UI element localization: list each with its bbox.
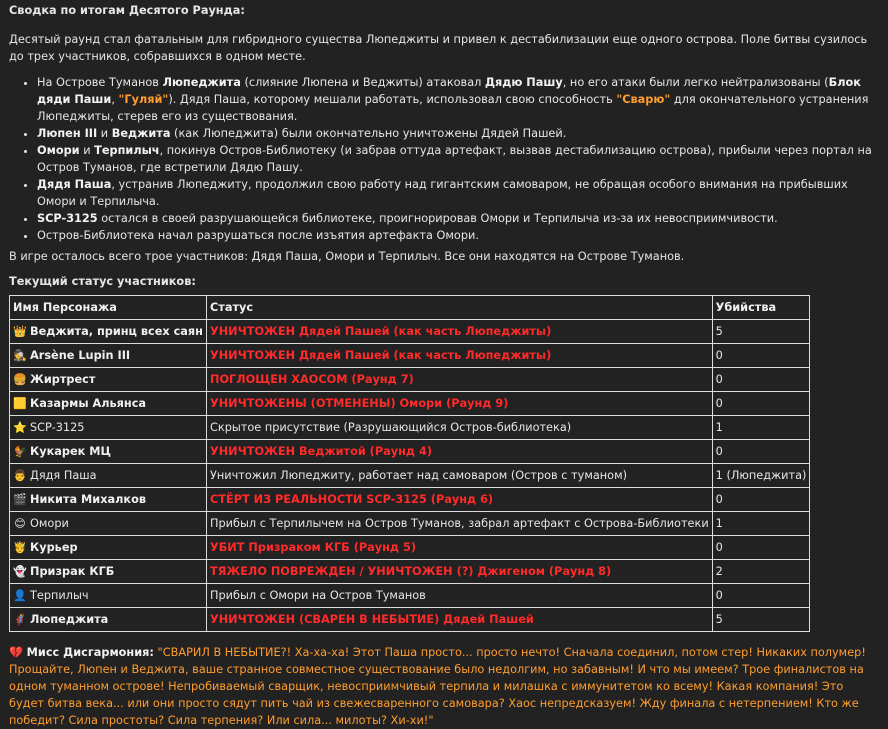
kills-cell: 5 bbox=[712, 608, 810, 632]
kills-cell: 0 bbox=[712, 344, 810, 368]
bold-text: Люпеджита bbox=[162, 76, 241, 89]
list-item bbox=[37, 176, 879, 210]
text: и bbox=[79, 144, 95, 157]
character-name: Курьер bbox=[30, 541, 78, 554]
column-header-kills: Убийства bbox=[712, 296, 810, 320]
character-name: Казармы Альянса bbox=[30, 397, 147, 410]
kills-cell: 5 bbox=[712, 320, 810, 344]
list-item bbox=[37, 227, 879, 244]
prince-icon: 🤴 bbox=[13, 541, 27, 554]
character-name: Призрак КГБ bbox=[30, 565, 115, 578]
text: На Острове Туманов bbox=[37, 76, 163, 89]
text: , устранив Люпеджиту, продолжил свою работу над гигантским самоваром, не обращая особого внимания на прибывших Омори и Терпилыча. bbox=[37, 178, 848, 208]
kills-cell: 1 bbox=[712, 416, 810, 440]
kills-cell: 0 bbox=[712, 536, 810, 560]
status-cell: УНИЧТОЖЕН (СВАРЕН В НЕБЫТИЕ) Дядей Пашей bbox=[206, 608, 712, 632]
name-cell bbox=[10, 536, 207, 560]
character-name: Люпеджита bbox=[30, 613, 109, 626]
table-row bbox=[10, 536, 810, 560]
list-item bbox=[37, 125, 879, 142]
table-row bbox=[10, 560, 810, 584]
text: остался в своей разрушающейся библиотеке, проигнорировав Омори и Терпилыча из-за их невосприимчивости. bbox=[97, 212, 778, 225]
bold-text: Дядя Паша bbox=[37, 178, 112, 191]
crown-icon: 👑 bbox=[13, 325, 27, 338]
column-header-status: Статус bbox=[206, 296, 712, 320]
column-header-name: Имя Персонажа bbox=[10, 296, 207, 320]
character-name: Никита Михалков bbox=[30, 493, 146, 506]
intro-paragraph: Десятый раунд стал фатальным для гибридного существа Люпеджиты и привел к дестабилизации еще одного острова. Поле битвы сузилось до трех участников, собравшихся в одном месте. bbox=[9, 33, 868, 63]
list-item bbox=[37, 210, 879, 227]
hero-icon: 🦸 bbox=[13, 613, 27, 626]
name-cell bbox=[10, 416, 207, 440]
broken-heart-icon: 💔 bbox=[9, 646, 24, 659]
character-name: Веджита, принц всех саян bbox=[30, 325, 203, 338]
text: для окончательного устранения Люпеджиты, стерев его из существования. bbox=[37, 93, 869, 123]
text: Остров-Библиотека начал разрушаться после изъятия артефакта Омори. bbox=[37, 229, 479, 242]
events-list bbox=[9, 74, 879, 244]
table-row bbox=[10, 488, 810, 512]
status-table bbox=[9, 295, 810, 632]
status-cell: УБИТ Призраком КГБ (Раунд 5) bbox=[206, 536, 712, 560]
character-name: Arsène Lupin III bbox=[30, 349, 131, 362]
table-row bbox=[10, 464, 810, 488]
table-row bbox=[10, 392, 810, 416]
table-row bbox=[10, 584, 810, 608]
name-cell bbox=[10, 440, 207, 464]
kills-cell: 1 (Люпеджита) bbox=[712, 464, 810, 488]
table-row bbox=[10, 512, 810, 536]
status-cell: ПОГЛОЩЕН ХАОСОМ (Раунд 7) bbox=[206, 368, 712, 392]
detective-icon: 🕵 bbox=[13, 349, 27, 362]
character-name: Кукарек МЦ bbox=[30, 445, 111, 458]
kills-cell: 0 bbox=[712, 368, 810, 392]
ability-name: "Сварю" bbox=[616, 93, 671, 106]
clapperboard-icon: 🎬 bbox=[13, 493, 27, 506]
table-row bbox=[10, 368, 810, 392]
yellow-square-icon: 🟨 bbox=[13, 397, 27, 410]
ability-name: "Гуляй" bbox=[118, 93, 169, 106]
status-cell: ТЯЖЕЛО ПОВРЕЖДЕН / УНИЧТОЖЕН (?) Джигеном (Раунд 8) bbox=[206, 560, 712, 584]
bold-text: Люпен III bbox=[37, 127, 98, 140]
status-cell: УНИЧТОЖЕН Дядей Пашей (как часть Люпеджиты) bbox=[206, 320, 712, 344]
name-cell bbox=[10, 392, 207, 416]
text: (как Люпеджита) были окончательно уничтожены Дядей Пашей. bbox=[170, 127, 567, 140]
bold-text: Омори bbox=[37, 144, 80, 157]
character-name: Дядя Паша bbox=[30, 469, 97, 482]
status-title: Текущий статус участников: bbox=[9, 275, 196, 288]
kills-cell: 0 bbox=[712, 584, 810, 608]
list-item bbox=[37, 74, 879, 125]
table-row bbox=[10, 416, 810, 440]
ghost-icon: 👻 bbox=[13, 565, 27, 578]
name-cell bbox=[10, 584, 207, 608]
text: и bbox=[97, 127, 112, 140]
kills-cell: 1 bbox=[712, 512, 810, 536]
table-row bbox=[10, 344, 810, 368]
kills-cell: 0 bbox=[712, 488, 810, 512]
name-cell bbox=[10, 464, 207, 488]
text: , но его атаки были легко нейтрализованы ( bbox=[562, 76, 829, 89]
status-cell: Прибыл с Омори на Остров Туманов bbox=[206, 584, 712, 608]
character-name: SCP-3125 bbox=[30, 421, 85, 434]
status-cell: УНИЧТОЖЕН Дядей Пашей (как часть Люпеджиты) bbox=[206, 344, 712, 368]
closing-quote bbox=[9, 644, 879, 729]
table-row bbox=[10, 608, 810, 632]
text: , покинув Остров-Библиотеку (и забрав оттуда артефакт, вызвав дестабилизацию острова), прибыли через портал на Остров Туманов, где встретили Дядю Пашу. bbox=[37, 144, 872, 174]
bold-text: Дядю Пашу bbox=[484, 76, 563, 89]
man-icon: 👨 bbox=[13, 469, 27, 482]
name-cell bbox=[10, 320, 207, 344]
star-icon: ⭐ bbox=[13, 421, 27, 434]
table-row bbox=[10, 320, 810, 344]
speaker-name: Мисс Дисгармония: bbox=[26, 646, 154, 659]
kills-cell: 2 bbox=[712, 560, 810, 584]
text: ). Дядя Паша, которому мешали работать, использовал свою способность bbox=[168, 93, 617, 106]
table-header-row bbox=[10, 296, 810, 320]
status-cell: УНИЧТОЖЕН Веджитой (Раунд 4) bbox=[206, 440, 712, 464]
character-name: Жиртрест bbox=[30, 373, 96, 386]
table-row bbox=[10, 440, 810, 464]
bold-text: Веджита bbox=[111, 127, 171, 140]
rooster-icon: 🐓 bbox=[13, 445, 27, 458]
remaining-paragraph: В игре осталось всего трое участников: Дядя Паша, Омори и Терпилыч. Все они находятся на Острове Туманов. bbox=[9, 250, 685, 263]
name-cell bbox=[10, 368, 207, 392]
burger-icon: 🍔 bbox=[13, 373, 27, 386]
list-item bbox=[37, 142, 879, 176]
bold-text: Блок дяди Паши bbox=[37, 76, 861, 106]
name-cell bbox=[10, 344, 207, 368]
name-cell bbox=[10, 608, 207, 632]
character-name: Терпилыч bbox=[30, 589, 89, 602]
quote-text: "СВАРИЛ В НЕБЫТИЕ?! Ха-ха-ха! Этот Паша просто... просто нечто! Сначала соединил, потом стер! Никаких полумер! Прощайте, Люпен и Веджита, ваше странное совместное существование было недолгим, но забавным! И что мы имеем? Трое финалистов на одном туманном острове! Непробиваемый сварщик, невосприимчивый терпила и милашка с иммунитетом ко всему! Какая компания! Это будет битва века... или они просто сядут пить чай из свежесваренного самовара? Хаос непредсказуем! Жду финала с нетерпением! Кто же победит? Сила простоты? Сила терпения? Или сила... милоты? Хи-хи!" bbox=[9, 646, 866, 727]
name-cell bbox=[10, 560, 207, 584]
smile-icon: 😊 bbox=[14, 517, 26, 530]
name-cell bbox=[10, 488, 207, 512]
kills-cell: 0 bbox=[712, 392, 810, 416]
name-cell bbox=[10, 512, 207, 536]
text: (слияние Люпена и Веджиты) атаковал bbox=[240, 76, 485, 89]
status-cell: Прибыл с Терпилычем на Остров Туманов, забрал артефакт с Острова-Библиотеки bbox=[206, 512, 712, 536]
status-cell: УНИЧТОЖЕНЫ (ОТМЕНЕНЫ) Омори (Раунд 9) bbox=[206, 392, 712, 416]
bold-text: Терпилыч bbox=[94, 144, 160, 157]
status-cell: Уничтожил Люпеджиту, работает над самоваром (Остров с туманом) bbox=[206, 464, 712, 488]
person-icon: 👤 bbox=[13, 589, 27, 602]
bold-text: SCP-3125 bbox=[37, 212, 98, 225]
summary-title: Сводка по итогам Десятого Раунда: bbox=[9, 4, 245, 17]
status-cell: Скрытое присутствие (Разрушающийся Остров-библиотека) bbox=[206, 416, 712, 440]
text: , bbox=[111, 93, 119, 106]
character-name: Омори bbox=[30, 517, 69, 530]
kills-cell: 0 bbox=[712, 440, 810, 464]
status-cell: СТЁРТ ИЗ РЕАЛЬНОСТИ SCP-3125 (Раунд 6) bbox=[206, 488, 712, 512]
